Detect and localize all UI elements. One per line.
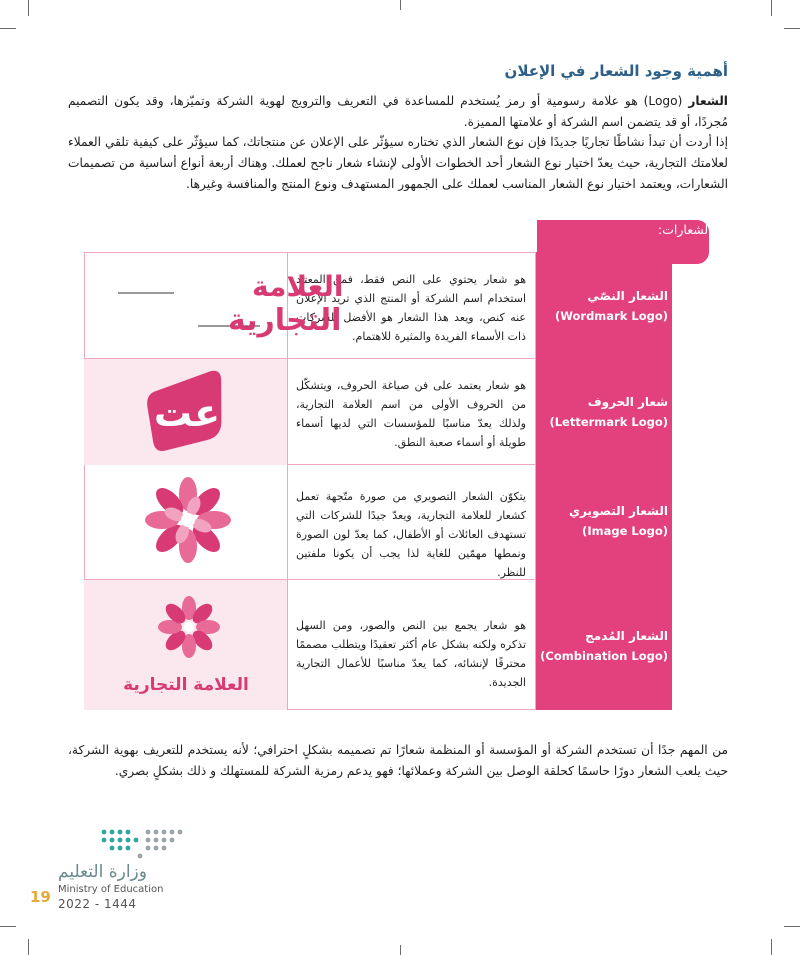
logo-type-name-en: (Image Logo) <box>582 524 668 538</box>
logo-type-description: هو شعار يعتمد على فن صياغة الحروف، ويتشكّل من الحروف الأولى من اسم العلامة التجارية، ولذلك يعدّ مناسبًا للمؤسسات التي لديها أسماء طويلة أو أسماء صعبة النطق. <box>296 379 526 449</box>
wordmark-logo-image <box>104 266 344 346</box>
crop-mark <box>400 0 401 10</box>
logo-type-name-ar: الشعار التصويري <box>568 504 668 518</box>
crop-mark <box>400 945 401 955</box>
combination-logo-flower <box>156 594 222 660</box>
wordmark-logo-line1: العلامة <box>252 270 344 303</box>
logo-types-paragraph: إذا أردت أن تبدأ نشاطًا تجاريًا جديدًا فإن نوع الشعار الذي تختاره سيؤثّر على الإعلان عن منتجاتك، كما سيؤثّر على كيفية تلقي العملاء لعلامتك التجارية، حيث يعدّ اختيار نوع الشعار أحد الخطوات الأولى لإنشاء شعار ناجح لعملك. وهناك أربعة أنواع أساسية من تصميمات الشعارات، ويعتمد اختيار نوع الشعار المناسب لعملك على الجمهور المستهدف ونوع المنتج والمنافسة وغيرها. <box>68 135 728 191</box>
logo-type-name-ar: الشعار النصّي <box>587 289 668 303</box>
intro-paragraph <box>68 91 728 133</box>
crop-mark <box>28 0 29 16</box>
combination-logo-caption-box <box>104 668 268 700</box>
logo-type-name-en: (Wordmark Logo) <box>554 309 668 323</box>
logo-type-name <box>540 626 668 666</box>
logo-type-name-ar: شعار الحروف <box>587 395 668 409</box>
logo-type-name-en: (Lettermark Logo) <box>549 415 668 429</box>
logo-type-description: يتكوّن الشعار التصويري من صورة متّجهة تعمل كشعار للعلامة التجارية، ويعدّ جيدًا للشركات التي تستهدف العائلات أو الأطفال، كما يعدّ لون الصورة ونمطها مهمّين للغاية لذا يجب أن يكونا ملفتين للنظر. <box>296 490 526 579</box>
logo-type-description: هو شعار يجمع بين النص والصور، ومن السهل تذكره ولكنه بشكل عام أكثر تعقيدًا ويتطلب مصممًا محترفًا لإنشائه، كما يعدّ مناسبًا للأعمال التجارية الجديدة. <box>296 619 526 689</box>
crop-mark <box>771 0 772 16</box>
closing-paragraph: من المهم جدًا أن تستخدم الشركة أو المؤسسة أو المنظمة شعارًا تم تصميمه بشكلٍ احترافي؛ لأنه يستخدم للتعريف بهوية الشركة، حيث يلعب الشعار دورًا حاسمًا كحلقة الوصل بين الشركة وعملائها؛ فهو يدعم رمزية الشركة للمستهلك و ذلك بشكلٍ بصري. <box>68 743 728 778</box>
crop-mark <box>0 926 16 927</box>
page-number: 19 <box>30 888 51 906</box>
logo-type-name <box>540 392 668 432</box>
logo-type-name <box>540 286 668 326</box>
crop-mark <box>28 939 29 955</box>
wordmark-logo-line2: التجارية <box>228 303 342 338</box>
logo-type-name-en: (Combination Logo) <box>540 649 668 663</box>
lettermark-letters: عت <box>153 391 221 435</box>
crop-mark <box>0 28 16 29</box>
ministry-logo-dots <box>96 826 192 860</box>
intro-text: (Logo) هو علامة رسومية أو رمز يُستخدم للمساعدة في التعريف والترويج لهوية الشركة وتميّزها، وقد يكون التصميم مُجردًا، أو قد يتضمن اسم الشركة أو علامتها المميزة. <box>68 94 728 129</box>
section-heading: أهمية وجود الشعار في الإعلان <box>504 62 728 80</box>
ministry-name-en: Ministry of Education <box>58 884 164 895</box>
lettermark-logo-image <box>140 368 234 454</box>
table-header-text: أنواع الشعارات: <box>657 222 740 237</box>
logo-type-name <box>540 501 668 541</box>
crop-mark <box>784 926 800 927</box>
flower-logo-image <box>142 474 234 566</box>
intro-bold-term: الشعار <box>688 94 728 108</box>
combination-logo-caption: العلامة التجارية <box>123 675 249 695</box>
edition-year: 2022 - 1444 <box>58 897 137 911</box>
logo-type-name-ar: الشعار المُدمج <box>585 629 668 643</box>
crop-mark <box>784 28 800 29</box>
crop-mark <box>771 939 772 955</box>
logo-type-description: هو شعار يحتوي على النص فقط، فمن المعتاد استخدام اسم الشركة أو المنتج الذي تريد الإعلان عنه كنص، ويعد هذا الشعار هو الأفضل للشركات ذات الأسماء الفريدة والمثيرة للاهتمام. <box>296 273 526 343</box>
ministry-name-ar: وزارة التعليم <box>58 862 147 882</box>
